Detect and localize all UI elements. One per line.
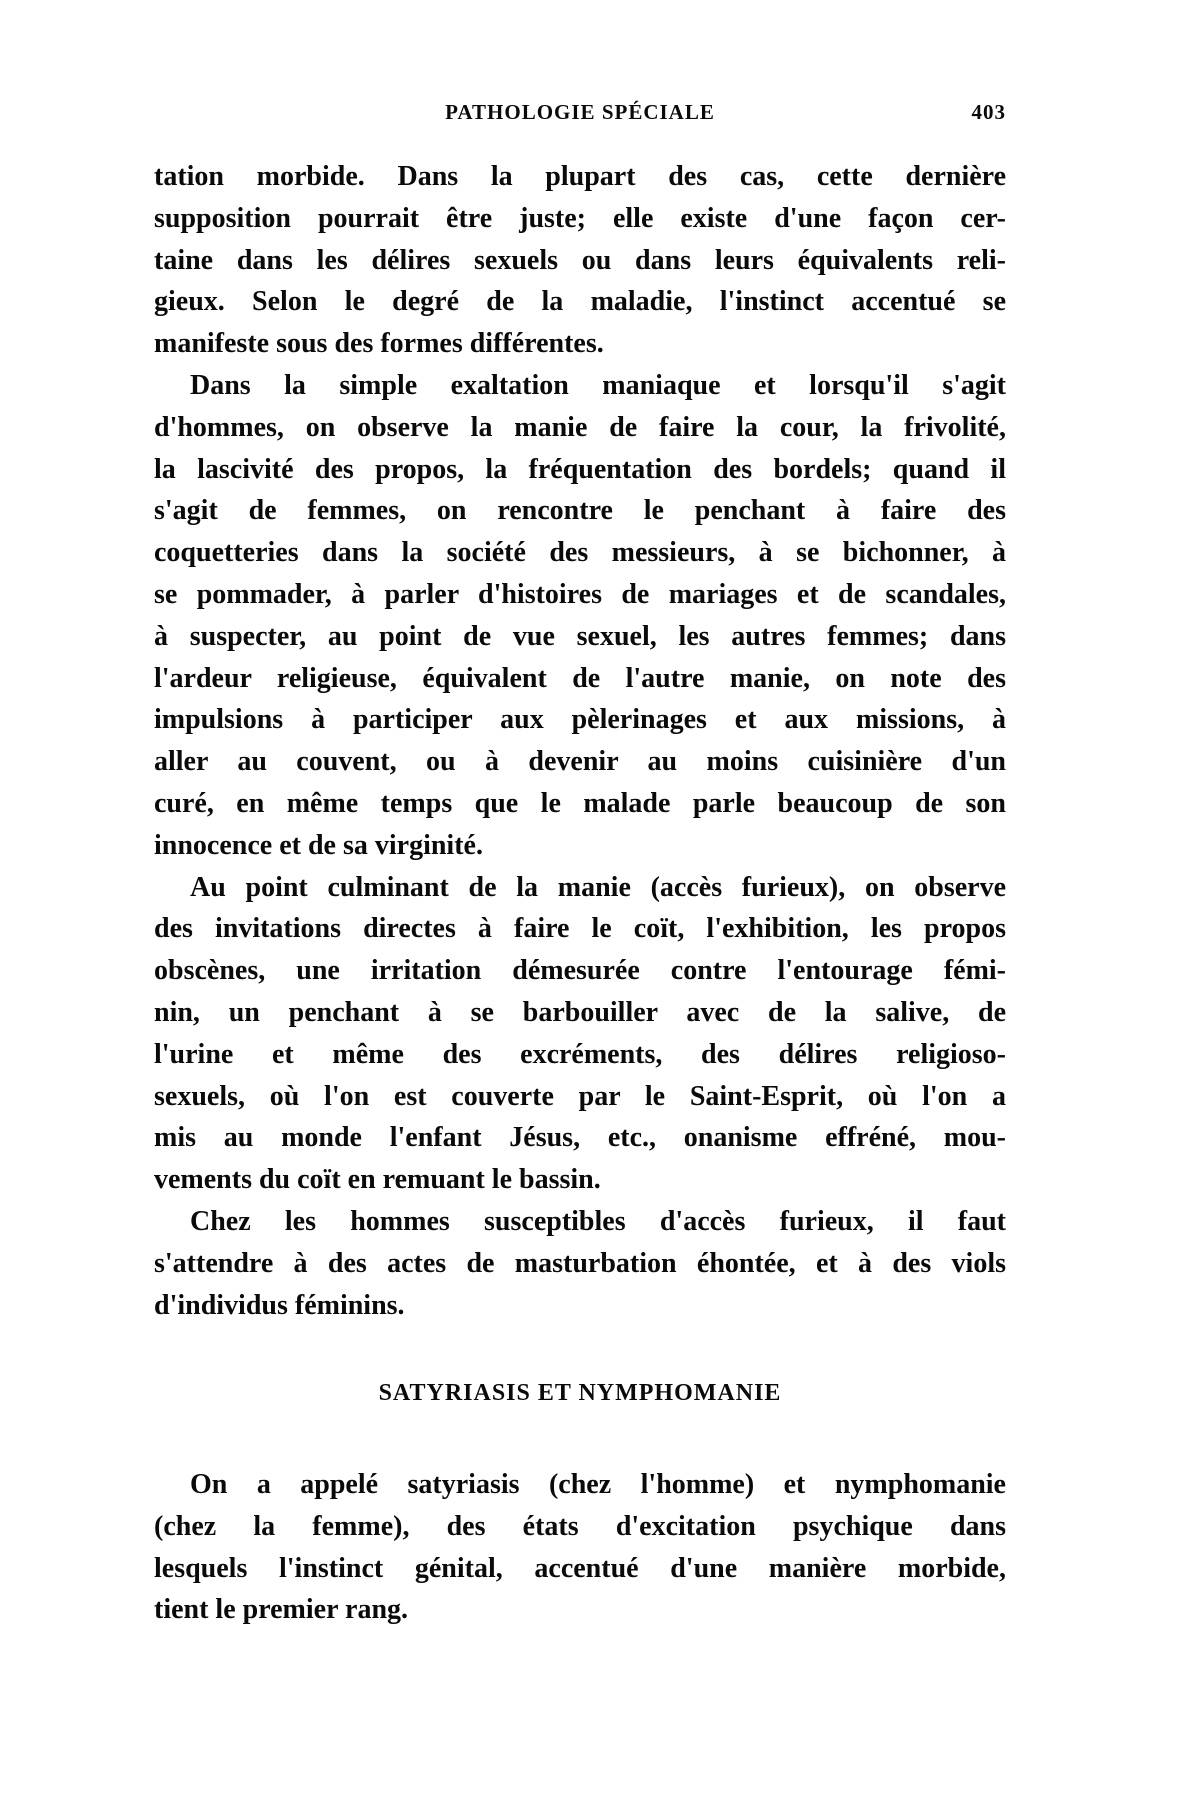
text-line: la lascivité des propos, la fréquentation des bordels; quand il	[154, 453, 1006, 485]
text-line: taine dans les délires sexuels ou dans leurs équivalents reli-	[154, 244, 1006, 276]
text-line: coquetteries dans la société des messieurs, à se bichonner, à	[154, 537, 1006, 569]
text-line: nin, un penchant à se barbouiller avec de la salive, de	[154, 996, 1006, 1028]
text-line: On a appelé satyriasis (chez l'homme) et nymphomanie	[190, 1469, 1006, 1500]
text-line: manifeste sous des formes différentes.	[154, 328, 604, 360]
text-line: des invitations directes à faire le coït, l'exhibition, les propos	[154, 913, 1006, 945]
text-line: gieux. Selon le degré de la maladie, l'instinct accentué se	[154, 286, 1006, 318]
text-line: l'urine et même des excréments, des délires religioso-	[154, 1038, 1006, 1070]
text-line: se pommader, à parler d'histoires de mariages et de scandales,	[154, 578, 1006, 610]
text-line: tient le premier rang.	[154, 1594, 409, 1626]
text-line: impulsions à participer aux pèlerinages et aux missions, à	[154, 704, 1006, 736]
text-line: obscènes, une irritation démesurée contre l'entourage fémi-	[154, 955, 1006, 987]
text-line: d'hommes, on observe la manie de faire la cour, la frivolité,	[154, 411, 1006, 443]
text-line: à suspecter, au point de vue sexuel, les autres femmes; dans	[154, 620, 1006, 652]
text-line: vements du coït en remuant le bassin.	[154, 1164, 601, 1196]
text-line: l'ardeur religieuse, équivalent de l'autre manie, on note des	[154, 662, 1006, 694]
text-line: d'individus féminins.	[154, 1289, 405, 1321]
body-text-bottom	[154, 1464, 1006, 1631]
text-line: innocence et de sa virginité.	[154, 829, 483, 861]
text-line: curé, en même temps que le malade parle beaucoup de son	[154, 787, 1006, 819]
section-heading: SATYRIASIS ET NYMPHOMANIE	[378, 1380, 782, 1406]
text-line: lesquels l'instinct génital, accentué d'une manière morbide,	[154, 1552, 1006, 1584]
text-line: (chez la femme), des états d'excitation psychique dans	[154, 1510, 1006, 1542]
text-line: supposition pourrait être juste; elle existe d'une façon cer-	[154, 202, 1006, 234]
text-line: tation morbide. Dans la plupart des cas, cette dernière	[154, 161, 1006, 192]
text-line: s'attendre à des actes de masturbation éhontée, et à des viols	[154, 1247, 1006, 1279]
text-line: sexuels, où l'on est couverte par le Saint-Esprit, où l'on a	[154, 1080, 1006, 1112]
page-number: 403	[971, 100, 1006, 124]
running-title: PATHOLOGIE SPÉCIALE	[445, 100, 715, 124]
text-line: s'agit de femmes, on rencontre le penchant à faire des	[154, 495, 1006, 527]
text-line: Dans la simple exaltation maniaque et lorsqu'il s'agit	[190, 369, 1006, 401]
text-line: Au point culminant de la manie (accès furieux), on observe	[190, 871, 1006, 903]
text-line: mis au monde l'enfant Jésus, etc., onanisme effréné, mou-	[154, 1122, 1006, 1154]
text-line: aller au couvent, ou à devenir au moins cuisinière d'un	[154, 746, 1006, 778]
body-text-top	[154, 156, 1006, 1326]
text-line: Chez les hommes susceptibles d'accès furieux, il faut	[190, 1205, 1006, 1237]
